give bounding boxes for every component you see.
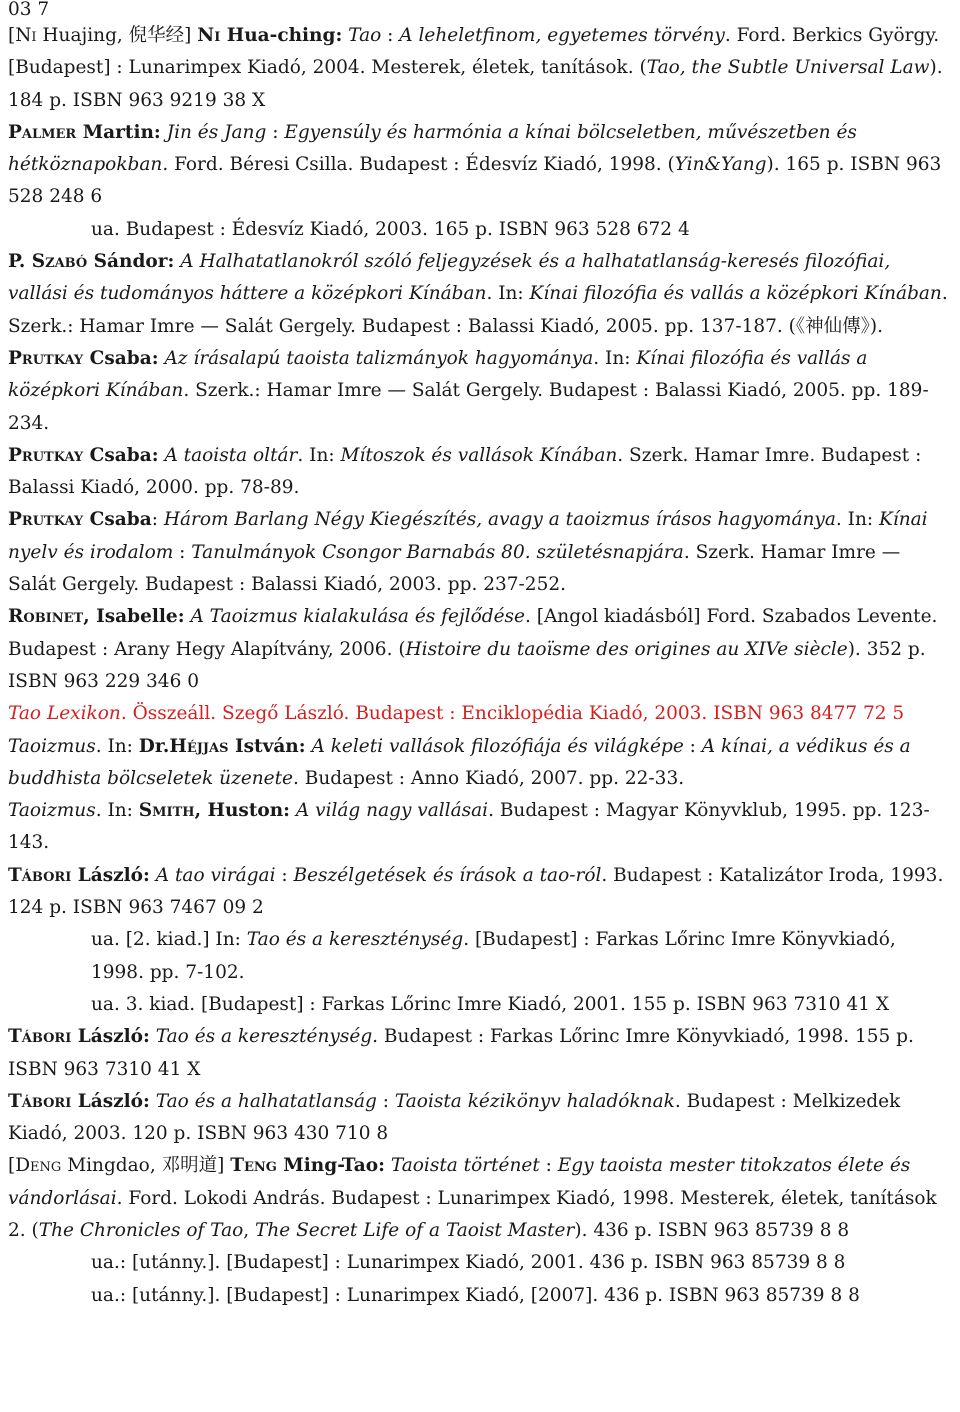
entry-text: . In: bbox=[95, 735, 139, 757]
entry-text: . Ford. Lokodi András. Budapest : Lunarimpex Kiadó, 1998. Mesterek, életek, tanítások 2. ( bbox=[8, 1187, 937, 1241]
entry-text: Csaba: bbox=[83, 347, 159, 369]
entry-text: Szabó bbox=[31, 251, 88, 273]
entry-text: [ bbox=[8, 1155, 16, 1177]
entry-text: ). 165 p. ISBN 963 528 248 6 bbox=[8, 154, 942, 208]
entry-text: Kínai filozófia és vallás a középkori Kínában bbox=[8, 347, 868, 402]
entry-text: Huajing, 倪华经] bbox=[36, 25, 198, 46]
bibliography-entry bbox=[8, 795, 954, 860]
entry-text: Dr. bbox=[138, 735, 170, 757]
entry-text: Tanulmányok Csongor Barnabás 80. születésnapjára bbox=[191, 541, 684, 563]
entry-text: : bbox=[266, 121, 285, 143]
bibliography-entry bbox=[8, 601, 954, 698]
entry-text: [ bbox=[8, 25, 16, 46]
entry-text: . Budapest : Melkizedek Kiadó, 2003. 120 p. ISBN 963 430 710 8 bbox=[8, 1090, 901, 1145]
entry-text: Mítoszok és vallások Kínában bbox=[340, 444, 618, 466]
entry-text: Ni bbox=[15, 25, 37, 46]
entry-text: Histoire du taoïsme des origines au XIVe siècle bbox=[405, 638, 848, 660]
entry-text: Taoista kézikönyv haladóknak bbox=[394, 1090, 675, 1112]
entry-text: , Isabelle: bbox=[83, 606, 185, 628]
bibliography-sub-entry bbox=[8, 989, 954, 1021]
bibliography-sub-entry bbox=[8, 1280, 954, 1312]
entry-text: Hua-ching: bbox=[220, 25, 343, 46]
entry-text: The Chronicles of Tao bbox=[38, 1219, 244, 1241]
entry-text: A világ nagy vallásai bbox=[295, 800, 489, 822]
bibliography-entry bbox=[8, 343, 954, 440]
entry-text: Tao, the Subtle Universal Law bbox=[646, 57, 930, 79]
entry-text: Prutkay bbox=[8, 347, 84, 369]
entry-text: : bbox=[376, 1090, 395, 1112]
entry-text: Egy taoista mester titokzatos élete és vándorlásai bbox=[8, 1155, 911, 1209]
entry-text: . In: bbox=[593, 347, 637, 369]
entry-text: . In: bbox=[486, 283, 530, 305]
entry-text: A Halhatatlanokról szóló feljegyzések és a halhatatlanság-keresés filozófiai, vallási és tudományos háttere a középkori Kínában bbox=[8, 251, 891, 305]
bibliography-entry bbox=[8, 504, 954, 601]
entry-text: István: bbox=[228, 735, 306, 757]
entry-text: A Taoizmus kialakulása és fejlődése bbox=[190, 606, 525, 628]
bibliography-entry bbox=[8, 731, 954, 796]
page-number: 03 7 bbox=[8, 0, 50, 20]
entry-text: Beszélgetések és írások a tao-ról bbox=[293, 864, 602, 886]
entry-text: Prutkay bbox=[8, 509, 84, 531]
bibliography-entry bbox=[8, 1150, 954, 1247]
entry-text: : bbox=[381, 25, 400, 46]
bibliography-entry bbox=[8, 860, 954, 925]
entry-text: Ni bbox=[197, 25, 221, 46]
entry-text: . Budapest : Anno Kiadó, 2007. pp. 22-33. bbox=[293, 767, 685, 789]
entry-text: . In: bbox=[95, 800, 139, 822]
entry-text: Egyensúly és harmónia a kínai bölcseletben, művészetben és hétköznapokban bbox=[8, 121, 857, 176]
entry-text: , bbox=[243, 1219, 256, 1241]
entry-text: . [Budapest] : Farkas Lőrinc Imre Könyvkiadó, 1998. pp. 7-102. bbox=[91, 929, 896, 983]
entry-text: Tábori bbox=[8, 864, 72, 886]
entry-text: László: bbox=[71, 864, 150, 886]
entry-text: Smith bbox=[138, 800, 195, 822]
entry-text: Tao Lexikon bbox=[8, 703, 121, 725]
entry-text: , Huston: bbox=[194, 800, 290, 822]
entry-text: : bbox=[275, 864, 294, 886]
entry-text: Robinet bbox=[8, 606, 84, 628]
bibliography-entry bbox=[8, 1021, 954, 1086]
entry-text: Palmer bbox=[8, 121, 77, 143]
entry-text: . Szerk. Hamar Imre — Salát Gergely. Budapest : Balassi Kiadó, 2003. pp. 237-252. bbox=[8, 541, 901, 596]
entry-text: : bbox=[173, 541, 192, 563]
entry-text: Tao és a kereszténység bbox=[246, 929, 464, 951]
entry-text: A keleti vallások filozófiája és világképe bbox=[311, 735, 684, 757]
entry-text: Kínai nyelv és irodalom bbox=[8, 509, 928, 563]
entry-text: Taoista történet bbox=[390, 1155, 540, 1177]
entry-text: : bbox=[539, 1155, 558, 1177]
bibliography-sub-entry bbox=[8, 214, 954, 246]
entry-text: ). 352 p. ISBN 963 229 346 0 bbox=[8, 638, 926, 692]
bibliography-entry bbox=[8, 440, 954, 505]
entry-text: Tao bbox=[348, 25, 382, 46]
entry-text: Csaba: bbox=[83, 444, 159, 466]
entry-text: Ming-Tao: bbox=[276, 1155, 385, 1177]
entry-text: Tábori bbox=[8, 1090, 72, 1112]
entry-text: ua. Budapest : Édesvíz Kiadó, 2003. 165 p. ISBN 963 528 672 4 bbox=[91, 218, 690, 240]
entry-text: Mingdao, 邓明道] bbox=[61, 1155, 231, 1177]
entry-text: . Ford. Berkics György. [Budapest] : Lunarimpex Kiadó, 2004. Mesterek, életek, tanítások. ( bbox=[8, 25, 940, 79]
entry-text: . Budapest : Farkas Lőrinc Imre Könyvkiadó, 1998. 155 p. ISBN 963 7310 41 X bbox=[8, 1026, 914, 1080]
entry-text: Kínai filozófia és vallás a középkori Kínában bbox=[529, 283, 942, 305]
entry-text: László: bbox=[71, 1026, 150, 1048]
entry-text: Tao és a halhatatlanság bbox=[155, 1090, 377, 1112]
entry-text: ua.: [utánny.]. [Budapest] : Lunarimpex Kiadó, [2007]. 436 p. ISBN 963 85739 8 8 bbox=[91, 1284, 860, 1306]
entry-text: Jin és Jang bbox=[166, 121, 267, 143]
entry-text: . Szerk.: Hamar Imre — Salát Gergely. Budapest : Balassi Kiadó, 2005. pp. 189-234. bbox=[8, 380, 929, 434]
entry-text: A kínai, a védikus és a buddhista bölcseletek üzenete bbox=[8, 735, 911, 789]
entry-text: The Secret Life of a Taoist Master bbox=[255, 1219, 575, 1241]
entry-text: Yin&Yang bbox=[674, 154, 767, 176]
entry-text: : bbox=[151, 509, 164, 531]
bibliography-entry bbox=[8, 246, 954, 343]
entry-text: . Budapest : Katalizátor Iroda, 1993. 124 p. ISBN 963 7467 09 2 bbox=[8, 864, 944, 919]
entry-text: Teng bbox=[230, 1155, 277, 1177]
entry-text: ). 184 p. ISBN 963 9219 38 X bbox=[8, 57, 943, 111]
entry-text: László: bbox=[71, 1090, 150, 1112]
entry-text: Deng bbox=[15, 1155, 62, 1177]
entry-text: Az írásalapú taoista talizmányok hagyománya bbox=[164, 347, 594, 369]
entry-text: Tao és a kereszténység bbox=[155, 1026, 373, 1048]
entry-text: Csaba bbox=[83, 509, 152, 531]
bibliography-entry bbox=[8, 20, 954, 117]
bibliography-entry bbox=[8, 1086, 954, 1151]
entry-text: : bbox=[683, 735, 702, 757]
entry-text: . In: bbox=[835, 509, 879, 531]
bibliography-entry bbox=[8, 117, 954, 214]
entry-text: Martin: bbox=[76, 121, 161, 143]
entry-text: P. bbox=[8, 251, 32, 273]
entry-text: A tao virágai bbox=[155, 864, 276, 886]
bibliography-list bbox=[8, 20, 954, 1312]
entry-text: Tábori bbox=[8, 1026, 72, 1048]
entry-text: Prutkay bbox=[8, 444, 84, 466]
bibliography-sub-entry bbox=[8, 924, 954, 989]
entry-text: . [Angol kiadásból] Ford. Szabados Levente. Budapest : Arany Hegy Alapítvány, 2006. ( bbox=[8, 606, 938, 660]
bibliography-entry bbox=[8, 698, 954, 730]
bibliography-sub-entry bbox=[8, 1247, 954, 1279]
entry-text: ua.: [utánny.]. [Budapest] : Lunarimpex Kiadó, 2001. 436 p. ISBN 963 85739 8 8 bbox=[91, 1252, 846, 1274]
entry-text: Sándor: bbox=[87, 251, 175, 273]
entry-text: Taoizmus bbox=[8, 800, 96, 822]
entry-text: Héjjas bbox=[169, 735, 229, 757]
entry-text: . Ford. Béresi Csilla. Budapest : Édesvíz Kiadó, 1998. ( bbox=[162, 154, 675, 176]
entry-text: . Összeáll. Szegő László. Budapest : Enciklopédia Kiadó, 2003. ISBN 963 8477 72 5 bbox=[120, 703, 905, 725]
entry-text: Taoizmus bbox=[8, 735, 96, 757]
entry-text: Három Barlang Négy Kiegészítés, avagy a taoizmus írásos hagyománya bbox=[163, 509, 836, 531]
entry-text: . In: bbox=[297, 444, 341, 466]
entry-text: ua. [2. kiad.] In: bbox=[91, 929, 247, 951]
entry-text: A leheletfinom, egyetemes törvény bbox=[399, 25, 725, 46]
entry-text: . Szerk. Hamar Imre. Budapest : Balassi Kiadó, 2000. pp. 78-89. bbox=[8, 444, 922, 499]
entry-text: . Szerk.: Hamar Imre — Salát Gergely. Budapest : Balassi Kiadó, 2005. pp. 137-187. (《神仙傳》). bbox=[8, 283, 948, 337]
entry-text: A taoista oltár bbox=[164, 444, 298, 466]
entry-text: . Budapest : Magyar Könyvklub, 1995. pp. 123-143. bbox=[8, 800, 930, 854]
entry-text: ). 436 p. ISBN 963 85739 8 8 bbox=[574, 1219, 850, 1241]
entry-text: ua. 3. kiad. [Budapest] : Farkas Lőrinc Imre Kiadó, 2001. 155 p. ISBN 963 7310 41 X bbox=[91, 993, 889, 1015]
